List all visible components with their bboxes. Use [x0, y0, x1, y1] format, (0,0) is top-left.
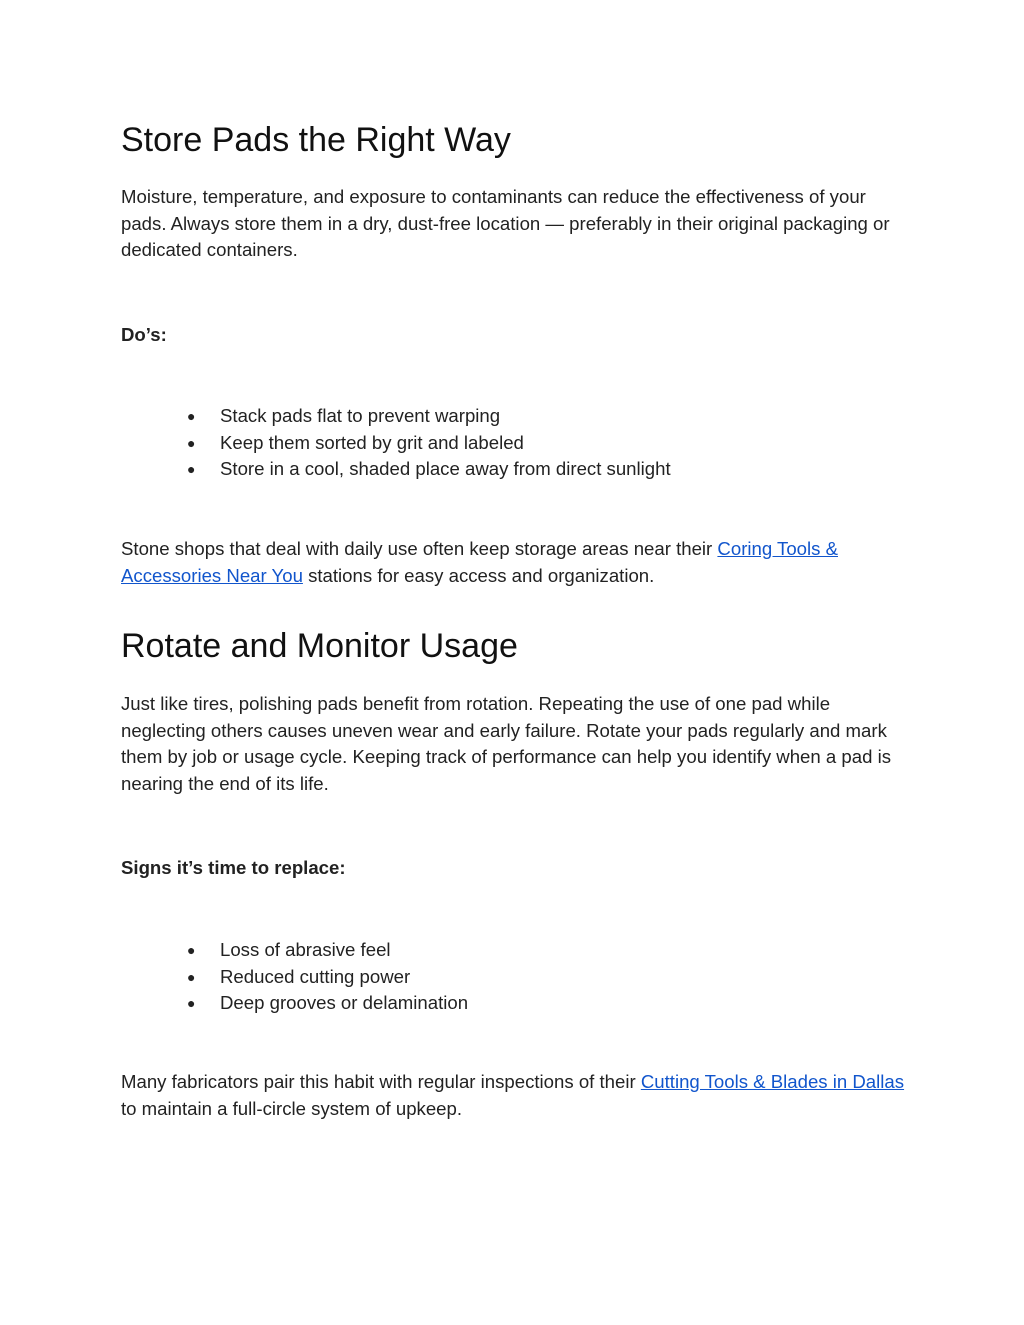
list-item-text: Loss of abrasive feel — [220, 939, 391, 960]
list-item — [187, 937, 468, 964]
bullet-icon: ● — [187, 968, 196, 985]
bullet-icon: ● — [187, 434, 196, 451]
list-item-text: Store in a cool, shaded place away from direct sunlight — [220, 458, 671, 479]
list-item-text: Keep them sorted by grit and labeled — [220, 431, 524, 453]
list-item-text: Deep grooves or delamination — [220, 992, 469, 1013]
coring-tools-link[interactable]: Coring Tools & Accessories Near You — [121, 538, 838, 586]
section-heading-store-pads: Store Pads the Right Way — [121, 121, 511, 159]
list-item-text: Stack pads flat to prevent warping — [220, 405, 501, 426]
cutting-tools-link[interactable]: Cutting Tools & Blades in Dallas — [640, 1071, 905, 1092]
list-item — [187, 403, 671, 430]
dos-subheading: Do’s: — [121, 324, 167, 345]
list-item — [187, 430, 671, 457]
bullet-icon: ● — [187, 461, 196, 477]
rotate-usage-intro-paragraph: Just like tires, polishing pads benefit from rotation. Repeating the use of one pad while neglecting others causes uneven wear and early failure. Rotate your pads regularly and mark them by job or usage cycle. Keeping track of performance can help you identify when a pad is nearing the end of its life. — [121, 693, 892, 794]
store-pads-intro-paragraph: Moisture, temperature, and exposure to contaminants can reduce the effectiveness of your pads. Always store them in a dry, dust-free location — preferably in their original packaging or dedicated containers. — [121, 186, 890, 260]
section-heading-rotate-usage: Rotate and Monitor Usage — [121, 627, 518, 665]
closing-text-after: stations for easy access and organization. — [302, 564, 655, 586]
list-item — [187, 456, 671, 483]
closing-text-before: Stone shops that deal with daily use often keep storage areas near their — [121, 538, 718, 559]
replace-signs-subheading: Signs it’s time to replace: — [121, 857, 346, 878]
closing-text-before: Many fabricators pair this habit with regular inspections of their — [121, 1071, 641, 1092]
replace-signs-list — [187, 937, 468, 1017]
bullet-icon: ● — [187, 942, 196, 958]
list-item-text: Reduced cutting power — [220, 965, 411, 987]
rotate-usage-closing-paragraph — [121, 1069, 911, 1122]
dos-list — [187, 403, 671, 483]
bullet-icon: ● — [187, 408, 196, 424]
bullet-icon: ● — [187, 995, 196, 1011]
list-item — [187, 964, 468, 991]
closing-text-after: to maintain a full-circle system of upkeep. — [121, 1097, 463, 1119]
store-pads-closing-paragraph — [121, 536, 911, 589]
list-item — [187, 990, 468, 1017]
